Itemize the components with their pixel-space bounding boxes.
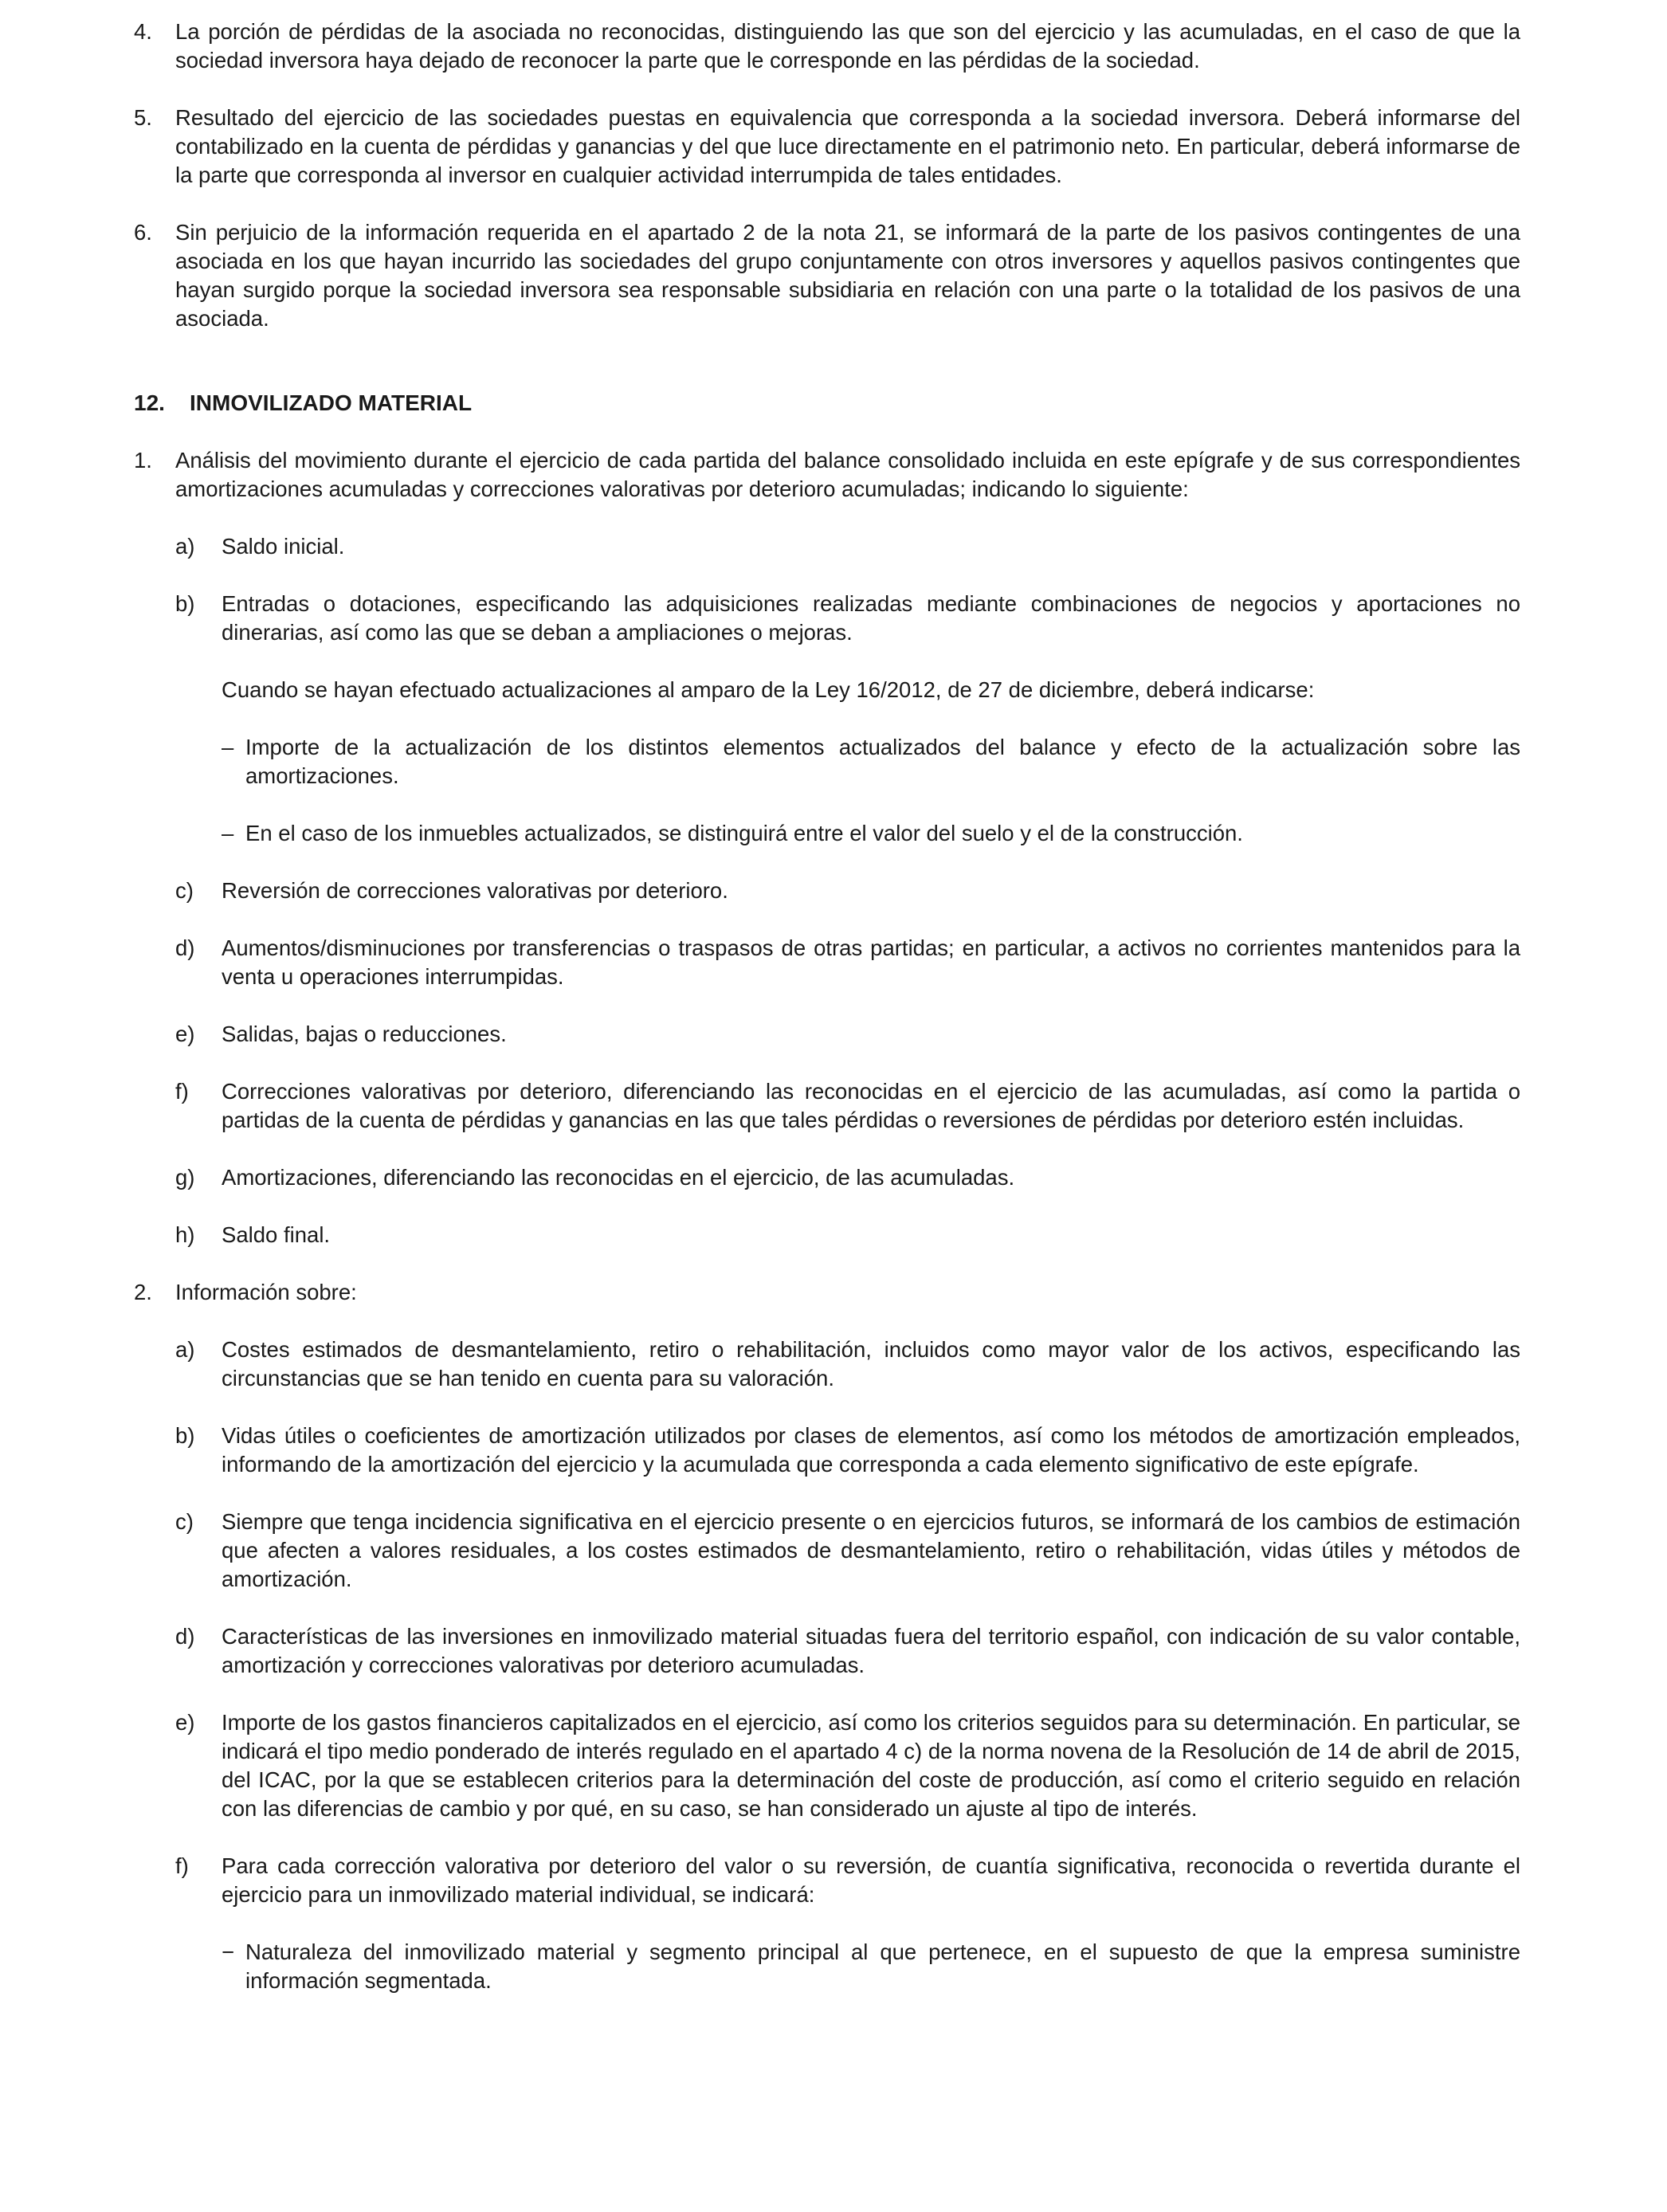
sub-item-text: Correcciones valorativas por deterioro, diferenciando las reconocidas en el ejercicio de las acumuladas, así como la partida o partidas de la cuenta de pérdidas y ganancias en las que tales pérdidas o reversiones de pérdidas por deterioro estén incluidas. [222,1079,1520,1132]
sub-item-label: g) [175,1165,195,1190]
sub-item-text: Vidas útiles o coeficientes de amortización utilizados por clases de elementos, así como los métodos de amortización empleados, informando de la amortización del ejercicio y la acumulada que corresponda a cada elemento significativo de este epígrafe. [222,1423,1520,1477]
sub-item-text: Saldo inicial. [222,534,345,559]
dash-bullet: – [222,735,234,759]
sub-item-2a [134,1335,1520,1393]
sub-item-text: Entradas o dotaciones, especificando las adquisiciones realizadas mediante combinaciones de negocios y aportaciones no dinerarias, así como las que se deban a ampliaciones o mejoras. [222,591,1520,645]
sub-item-label: a) [175,1337,195,1362]
sub-item-label: c) [175,878,194,903]
sub-item-label: e) [175,1022,195,1046]
sub-item-1e [134,1020,1520,1049]
sub-item-text: Siempre que tenga incidencia significativa en el ejercicio presente o en ejercicios futuros, se informará de los cambios de estimación que afecten a valores residuales, a los costes estimados de desmantelamiento, retiro o rehabilitación, vidas útiles y métodos de amortización. [222,1509,1520,1591]
sub-item-label: h) [175,1222,195,1247]
dash-item-2f-1 [134,1938,1520,1995]
item-number: 1. [134,448,152,473]
sub-item-label: f) [175,1079,189,1104]
sub-item-text: Amortizaciones, diferenciando las reconocidas en el ejercicio, de las acumuladas. [222,1165,1015,1190]
sub-item-label: c) [175,1509,194,1534]
section-heading [134,389,1520,418]
sub-item-text: Reversión de correcciones valorativas por deterioro. [222,878,728,903]
dash-item-1b-2 [134,819,1520,848]
sub-item-1h [134,1221,1520,1249]
sub-item-1b [134,590,1520,647]
list-item-6 [134,218,1520,333]
sub-item-label: d) [175,1624,195,1649]
sub-item-2f [134,1852,1520,1909]
section-title: INMOVILIZADO MATERIAL [190,390,473,415]
list-item-4 [134,18,1520,75]
sub-item-text: Saldo final. [222,1222,331,1247]
sub-item-label: b) [175,591,195,616]
sub-item-text: Aumentos/disminuciones por transferencias o traspasos de otras partidas; en particular, a activos no corrientes mantenidos para la venta u operaciones interrumpidas. [222,935,1520,989]
sub-item-label: d) [175,935,195,960]
list-item-5 [134,104,1520,190]
dash-bullet: – [222,821,234,845]
item-text: Información sobre: [175,1280,357,1304]
dash-text: Importe de la actualización de los distintos elementos actualizados del balance y efecto de la actualización sobre las amortizaciones. [245,735,1520,788]
sub-item-1g [134,1163,1520,1192]
section-number: 12. [134,390,165,415]
sub-item-1b-paragraph: Cuando se hayan efectuado actualizaciones al amparo de la Ley 16/2012, de 27 de diciembre, deberá indicarse: [222,677,1315,702]
sub-item-label: e) [175,1710,195,1735]
sub-item-1a [134,532,1520,561]
sub-item-label: b) [175,1423,195,1448]
item-text: Análisis del movimiento durante el ejercicio de cada partida del balance consolidado incluida en este epígrafe y de sus correspondientes amortizaciones acumuladas y correcciones valorativas por deterioro acumuladas; indicando lo siguiente: [175,448,1520,501]
dash-text: En el caso de los inmuebles actualizados, se distinguirá entre el valor del suelo y el de la construcción. [245,821,1243,845]
sub-item-2b [134,1422,1520,1479]
document-body [134,18,1520,1995]
sub-item-2c [134,1508,1520,1594]
list-item-1 [134,446,1520,504]
item-text: Sin perjuicio de la información requerida en el apartado 2 de la nota 21, se informará de la parte de los pasivos contingentes de una asociada en los que hayan incurrido las sociedades del grupo conjuntamente con otros inversores y aquellos pasivos contingentes que hayan surgido porque la sociedad inversora sea responsable subsidiaria en relación con una parte o la totalidad de los pasivos de una asociada. [175,220,1520,331]
dash-item-1b-1 [134,733,1520,790]
sub-item-1c [134,877,1520,905]
item-number: 5. [134,105,152,130]
dash-text: Naturaleza del inmovilizado material y segmento principal al que pertenece, en el supuesto de que la empresa suministre información segmentada. [245,1939,1520,1993]
sub-item-text: Costes estimados de desmantelamiento, retiro o rehabilitación, incluidos como mayor valor de los activos, especificando las circunstancias que se han tenido en cuenta para su valoración. [222,1337,1520,1390]
sub-item-text: Importe de los gastos financieros capitalizados en el ejercicio, así como los criterios seguidos para su determinación. En particular, se indicará el tipo medio ponderado de interés regulado en el apartado 4 c) de la norma novena de la Resolución de 14 de abril de 2015, del ICAC, por la que se establecen criterios para la determinación del coste de producción, así como el criterio seguido en relación con las diferencias de cambio y por qué, en su caso, se han considerado un ajuste al tipo de interés. [222,1710,1520,1821]
sub-item-label: a) [175,534,195,559]
item-number: 4. [134,19,152,44]
item-text: Resultado del ejercicio de las sociedades puestas en equivalencia que corresponda a la sociedad inversora. Deberá informarse del contabilizado en la cuenta de pérdidas y ganancias y del que luce directamente en el patrimonio neto. En particular, deberá informarse de la parte que corresponda al inversor en cualquier actividad interrumpida de tales entidades. [175,105,1520,187]
sub-item-label: f) [175,1853,189,1878]
dash-bullet: − [222,1939,235,1964]
list-item-2 [134,1278,1520,1307]
sub-item-1f [134,1077,1520,1135]
item-number: 6. [134,220,152,245]
sub-item-1d [134,934,1520,991]
sub-item-2d [134,1622,1520,1680]
item-text: La porción de pérdidas de la asociada no reconocidas, distinguiendo las que son del ejercicio y las acumuladas, en el caso de que la sociedad inversora haya dejado de reconocer la parte que le corresponde en las pérdidas de la sociedad. [175,19,1520,73]
sub-item-text: Para cada corrección valorativa por deterioro del valor o su reversión, de cuantía significativa, reconocida o revertida durante el ejercicio para un inmovilizado material individual, se indicará: [222,1853,1520,1907]
sub-item-2e [134,1708,1520,1823]
sub-item-text: Características de las inversiones en inmovilizado material situadas fuera del territorio español, con indicación de su valor contable, amortización y correcciones valorativas por deterioro acumuladas. [222,1624,1520,1677]
sub-item-text: Salidas, bajas o reducciones. [222,1022,507,1046]
item-number: 2. [134,1280,152,1304]
